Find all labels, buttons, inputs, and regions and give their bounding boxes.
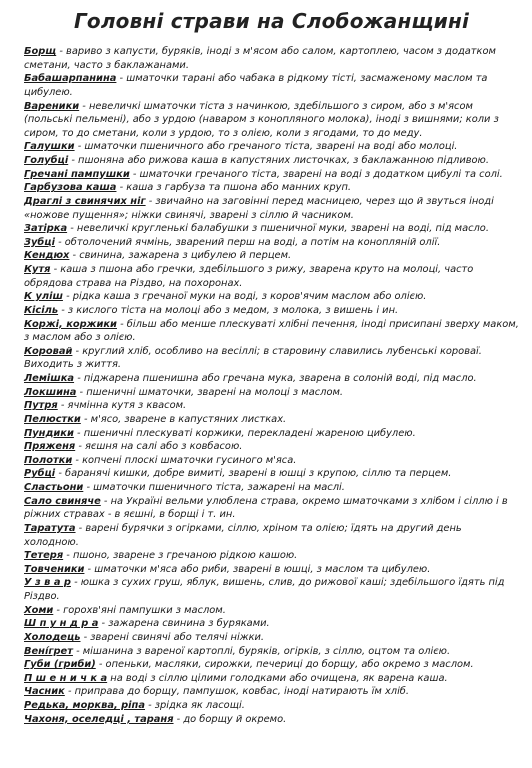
dish-entry: [24, 222, 519, 236]
dish-description: - вариво з капусти, буряків, іноді з м'ясом або салом, картоплею, часом з додатком сметани, часто з баклажанами.: [24, 46, 496, 71]
dish-name: Ш п у н д р а: [24, 618, 99, 630]
dish-entry: [24, 318, 519, 345]
dish-description: - пшеничні шматочки, зварені на молоці з маслом.: [76, 386, 344, 398]
dish-description: - приправа до борщу, пампушок, ковбас, іноді натирають їм хліб.: [64, 686, 410, 698]
dish-name: Борщ: [24, 46, 57, 57]
dish-entry: [24, 413, 519, 427]
dish-description: - звичайно на заговінні перед масницею, через що й звуться іноді «ножове пущення»; ніжки свинячі, зварені з сіллю й часником.: [24, 195, 494, 221]
dish-entry: [24, 168, 519, 182]
dish-entry: [24, 617, 519, 631]
dish-description: - піджарена пшенишна або гречана мука, зварена в солоній воді, під масло.: [74, 373, 477, 384]
dish-name: Коржі, коржики: [24, 318, 117, 330]
dish-description: - опеньки, масляки, сирожки, печериці до борщу, або окремо з маслом.: [95, 659, 474, 671]
dish-description: - шматочки гречаного тіста, зварені на воді з додатком цибулі та солі.: [129, 168, 503, 180]
dish-description: - з кислого тіста на молоці або з медом, з молока, з вишень і ин.: [58, 304, 399, 316]
dish-entry: [24, 386, 519, 400]
dish-description: - м'ясо, зварене в капустяних листках.: [80, 413, 287, 425]
dish-description: - круглий хліб, особливо на весіллі; в старовину славились лубенські короваї. Виходить з життя.: [24, 345, 482, 371]
dish-description: - шматочки тарані або чабака в рідкому тісті, засмаженому маслом та цибулею.: [24, 73, 488, 98]
dish-name: К уліш: [24, 291, 63, 303]
dish-description: - мішанина з вареної картоплі, буряків, огірків, з сіллю, оцтом та олією.: [72, 645, 451, 657]
dish-entry: [24, 713, 519, 727]
dish-entry: [24, 154, 519, 168]
dish-description: - горохв'яні пампушки з маслом.: [53, 604, 226, 616]
dish-name: Вені́грет: [24, 645, 73, 657]
dish-entry: [24, 549, 519, 563]
dish-entry: [24, 454, 519, 468]
dish-name: Сало свиняче: [24, 495, 101, 507]
dish-name: Редька, морква, ріпа: [24, 700, 145, 711]
dish-description: - до борщу й окремо.: [173, 713, 287, 725]
dish-entry: [24, 181, 519, 195]
dish-entry: [24, 522, 519, 549]
dish-name: Гречані пампушки: [24, 168, 130, 180]
dish-entry: [24, 427, 519, 441]
dish-name: Голубці: [24, 155, 69, 166]
dish-description: - шматочки пшеничного або гречаного тіста, зварені на воді або молоці.: [74, 141, 458, 153]
dish-entry: [24, 45, 519, 72]
dish-name: Товченики: [24, 563, 85, 575]
dish-name: Зубці: [24, 236, 55, 248]
dish-entry: [24, 290, 519, 304]
dish-name: Путря: [24, 400, 58, 412]
dish-name: У з в а р: [24, 577, 71, 589]
dish-name: Затірка: [24, 223, 68, 235]
dish-name: Лемішка: [24, 373, 75, 384]
dish-description: - більш або менше плескуваті хлібні печення, іноді присипані зверху маком, з маслом або з олією.: [24, 318, 519, 344]
dish-description: - каша з пшона або гречки, здебільшого з рижу, зварена круто на молоці, часто обрядова страва на Різдво, на похоронах.: [24, 264, 474, 289]
dish-description: - на Україні вельми улюблена страва, окремо шматочками з хлібом і сіллю і в ріжних стравах - в яєшні, в борщі і т. ин.: [24, 495, 508, 521]
dish-name: Драглі з свинячих ніг: [24, 195, 146, 207]
dish-name: Пелюстки: [24, 413, 81, 425]
dish-description: - юшка з сухих груш, яблук, вишень, слив, до рижової каші; здебільшого їдять під Різдво.: [24, 577, 505, 602]
dish-name: Полотки: [24, 454, 73, 466]
dish-entry: [24, 440, 519, 454]
dish-name: Сластьони: [24, 482, 84, 493]
dish-name: Тетеря: [24, 550, 64, 562]
dish-description: - каша з гарбуза та пшона або манних круп.: [116, 182, 352, 194]
dish-name: Коровай: [24, 345, 73, 357]
dish-description: - шматочки м'яса або риби, зварені в юшці, з маслом та цибулею.: [84, 563, 431, 575]
dish-description: - обтолочений ячмінь, зварений перш на воді, а потім на конопляній олії.: [54, 236, 441, 248]
dish-entry: [24, 645, 519, 659]
dish-name: Кісіль: [24, 304, 59, 316]
dish-description: на воді з сіллю цілими голодками або очищена, як варена каша.: [107, 672, 448, 684]
dish-entry: [24, 100, 519, 141]
dish-name: Гарбузова каша: [24, 182, 117, 194]
dish-name: Таратута: [24, 522, 76, 534]
dish-entry: [24, 467, 519, 481]
dish-entry: [24, 345, 519, 372]
dish-name: Кендюх: [24, 250, 70, 262]
dish-entry: [24, 72, 519, 99]
dish-list: [24, 45, 519, 726]
dish-entry: [24, 399, 519, 413]
dish-name: Рубці: [24, 468, 56, 480]
dish-description: - баранячі кишки, добре вимиті, зварені в юшці з крупою, сіллю та перцем.: [55, 468, 452, 480]
dish-name: Вареники: [24, 100, 80, 112]
dish-description: - зварені свинячі або телячі ніжки.: [80, 631, 265, 643]
dish-name: Пундики: [24, 427, 74, 439]
dish-description: - свинина, зажарена з цибулею й перцем.: [69, 250, 292, 262]
dish-name: Бабашарпанина: [24, 73, 117, 85]
dish-name: Локшина: [24, 386, 77, 398]
dish-entry: [24, 195, 519, 222]
dish-entry: [24, 495, 519, 522]
dish-entry: [24, 372, 519, 386]
dish-entry: [24, 249, 519, 263]
dish-description: - ячмінна кутя з квасом.: [57, 400, 187, 412]
dish-entry: [24, 631, 519, 645]
dish-entry: [24, 672, 519, 686]
dish-name: Холодець: [24, 631, 81, 643]
page-title: Головні страви на Слобожанщині: [73, 9, 470, 33]
dish-entry: [24, 699, 519, 713]
dish-entry: [24, 481, 519, 495]
dish-description: - невеличкі шматочки тіста з начинкою, здебільшого з сиром, або з м'ясом (польські пельмені), або з урдою (наваром з конопляного молока), іноді з вишнями; коли з сиром, то до сметани, коли з урдою, то з олією, коли з ягодами, то до меду.: [24, 100, 499, 139]
dish-description: - варені бурячки з огірками, сіллю, хріном та олією; їдять на другий день холодною.: [24, 522, 462, 548]
dish-entry: [24, 658, 519, 672]
dish-entry: [24, 263, 519, 290]
dish-name: Часник: [24, 686, 65, 698]
dish-name: Кутя: [24, 264, 51, 275]
dish-description: - пшоно, зварене з гречаною рідкою кашою.: [63, 550, 298, 562]
dish-description: - копчені плоскі шматочки гусиного м'яса.: [72, 454, 297, 466]
dish-entry: [24, 236, 519, 250]
dish-name: Хоми: [24, 604, 54, 616]
dish-name: Губи (гриби): [24, 659, 96, 671]
dish-description: - пшоняна або рижова каша в капустяних листочках, з баклажанною підливою.: [68, 155, 489, 166]
dish-entry: [24, 685, 519, 699]
dish-name: Пряженя: [24, 441, 76, 453]
dish-entry: [24, 140, 519, 154]
dish-entry: [24, 604, 519, 618]
dish-description: - рідка каша з гречаної муки на воді, з коров'ячим маслом або олією.: [62, 291, 427, 303]
dish-entry: [24, 304, 519, 318]
dish-name: П ш е н и ч к а: [24, 672, 108, 684]
dish-description: - зрідка як ласощі.: [145, 700, 245, 711]
dish-name: Галушки: [24, 141, 75, 153]
dish-description: - шматочки пшеничного тіста, зажарені на маслі.: [83, 482, 345, 493]
dish-description: - невеличкі кругленькі балабушки з пшеничної муки, зварені на воді, під масло.: [67, 223, 489, 235]
dish-entry: [24, 576, 519, 603]
dish-description: - зажарена свинина з буряками.: [98, 618, 270, 630]
dish-entry: [24, 563, 519, 577]
dish-name: Чахоня, оселедці , тараня: [24, 713, 174, 725]
dish-description: - пшеничні плескуваті коржики, перекладені жареною цибулею.: [73, 427, 416, 439]
dish-description: - яєшня на салі або з ковбасою.: [75, 441, 243, 453]
